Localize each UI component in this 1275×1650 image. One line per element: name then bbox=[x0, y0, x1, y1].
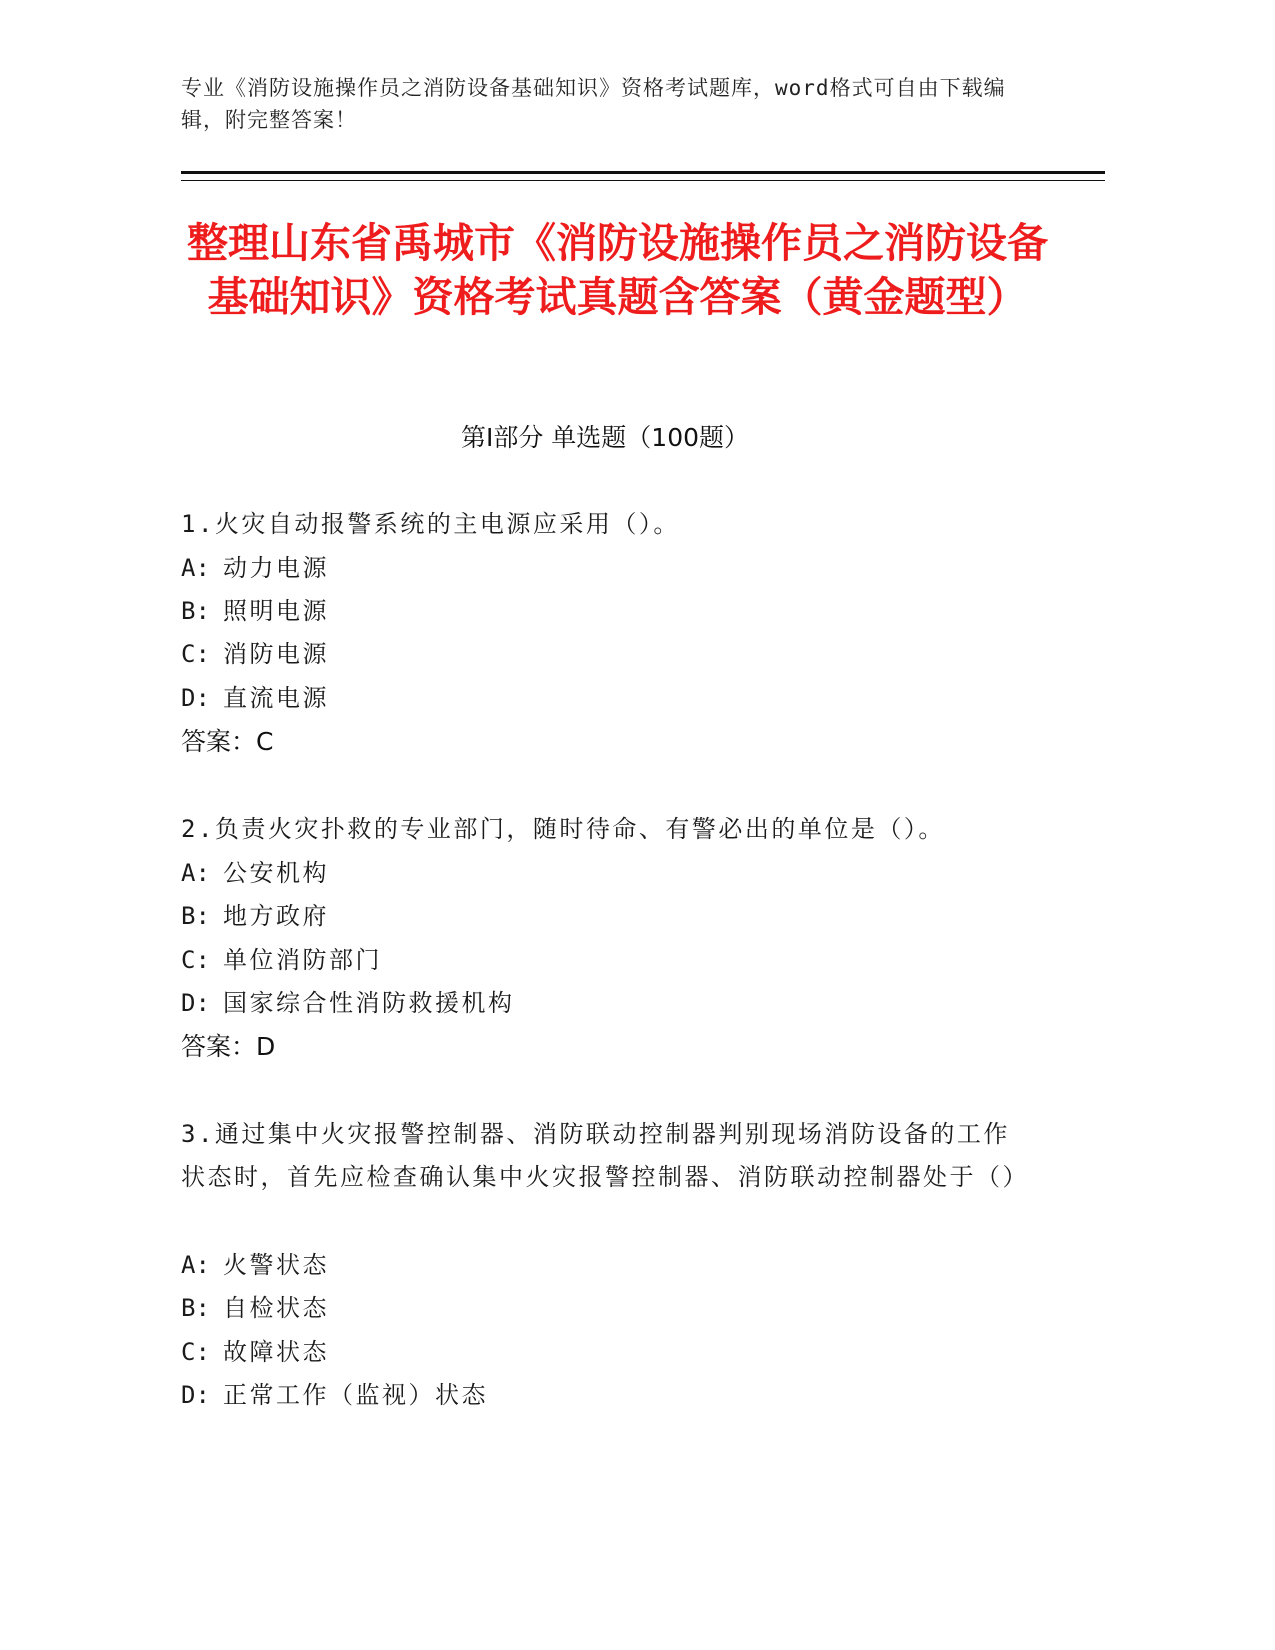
option-key: B: bbox=[181, 1294, 210, 1322]
option-key: C: bbox=[181, 946, 210, 974]
option-key: D: bbox=[181, 1381, 210, 1409]
option-d bbox=[181, 1374, 1031, 1417]
option-key: D: bbox=[181, 684, 210, 712]
option-c bbox=[181, 1331, 1031, 1374]
question-stem: 2.负责火灾扑救的专业部门，随时待命、有警必出的单位是（）。 bbox=[181, 815, 945, 843]
option-key: C: bbox=[181, 640, 210, 668]
option-key: A: bbox=[181, 1251, 210, 1279]
option-a bbox=[181, 547, 1031, 590]
option-key: B: bbox=[181, 597, 210, 625]
option-d bbox=[181, 677, 1031, 720]
option-text: 消防电源 bbox=[223, 640, 329, 668]
option-key: A: bbox=[181, 859, 210, 887]
option-b bbox=[181, 895, 1031, 938]
option-text: 火警状态 bbox=[223, 1251, 329, 1279]
question-stem: 1.火灾自动报警系统的主电源应采用（）。 bbox=[181, 510, 680, 538]
option-text: 自检状态 bbox=[223, 1294, 329, 1322]
option-text: 正常工作（监视）状态 bbox=[223, 1381, 488, 1409]
header-note: 专业《消防设施操作员之消防设备基础知识》资格考试题库，word格式可自由下载编辑，附完整答案！ bbox=[181, 76, 1006, 132]
option-c bbox=[181, 939, 1031, 982]
option-text: 直流电源 bbox=[223, 684, 329, 712]
option-key: A: bbox=[181, 554, 210, 582]
option-text: 照明电源 bbox=[223, 597, 329, 625]
question-stem: 3.通过集中火灾报警控制器、消防联动控制器判别现场消防设备的工作状态时，首先应检查确认集中火灾报警控制器、消防联动控制器处于（） bbox=[181, 1120, 1029, 1191]
section-title: 第Ⅰ部分 单选题（100题） bbox=[460, 423, 750, 452]
option-key: D: bbox=[181, 989, 210, 1017]
option-a bbox=[181, 852, 1031, 895]
option-b bbox=[181, 590, 1031, 633]
option-text: 公安机构 bbox=[223, 859, 329, 887]
option-b bbox=[181, 1287, 1031, 1330]
answer-line: 答案：D bbox=[181, 1032, 276, 1061]
option-text: 动力电源 bbox=[223, 554, 329, 582]
document-title: 整理山东省禹城市《消防设施操作员之消防设备基础知识》资格考试真题含答案（黄金题型） bbox=[187, 219, 1048, 321]
option-text: 单位消防部门 bbox=[223, 946, 382, 974]
option-text: 故障状态 bbox=[223, 1338, 329, 1366]
option-a bbox=[181, 1244, 1031, 1287]
answer-line: 答案：C bbox=[181, 727, 274, 756]
header-rule-thick bbox=[181, 171, 1105, 174]
option-text: 国家综合性消防救援机构 bbox=[223, 989, 515, 1017]
option-key: B: bbox=[181, 902, 210, 930]
option-key: C: bbox=[181, 1338, 210, 1366]
option-text: 地方政府 bbox=[223, 902, 329, 930]
option-d bbox=[181, 982, 1031, 1025]
header-rule-thin bbox=[181, 180, 1105, 181]
option-c bbox=[181, 633, 1031, 676]
